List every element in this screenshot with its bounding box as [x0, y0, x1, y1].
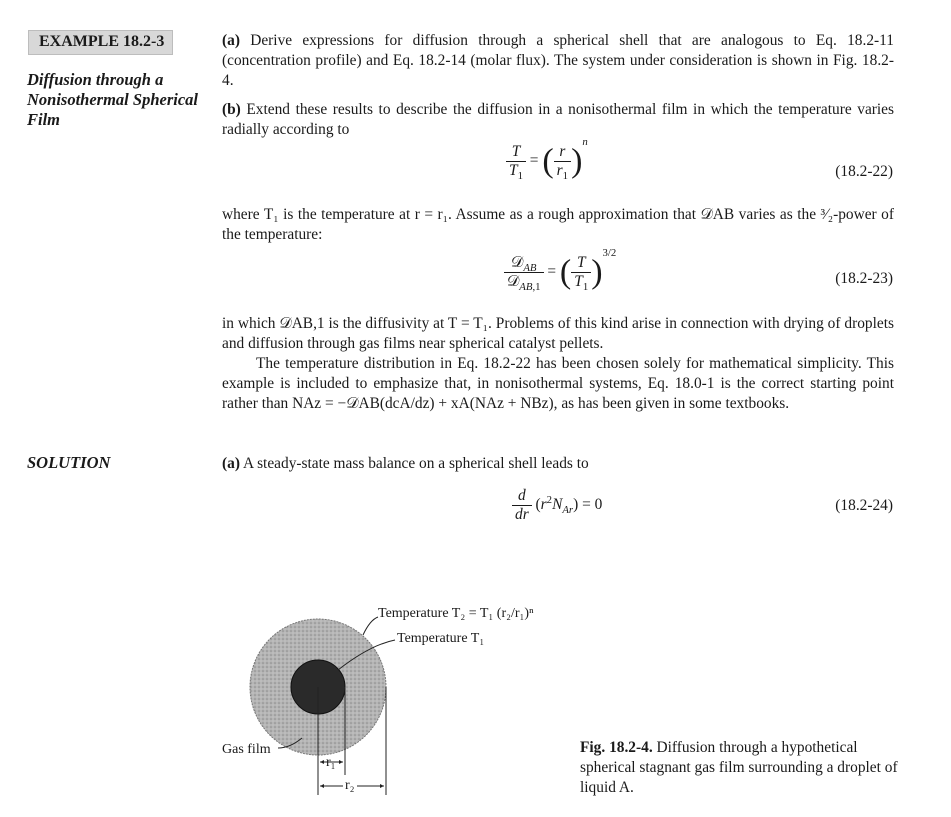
side-title: Diffusion through a Nonisothermal Spherical Film: [27, 70, 198, 129]
where-paragraph: where T₁ is the temperature at r = r₁. Assume as a rough approximation that 𝒟AB varies as the ³⁄₂-power of the temperature:: [222, 206, 894, 243]
part-b-paragraph: (b) Extend these results to describe the diffusion in a nonisothermal film in which the temperature varies radially according to: [222, 101, 894, 138]
gas-film-label: Gas film: [222, 742, 271, 757]
temperature-t1-label: Temperature T₁: [397, 631, 485, 646]
solution-label: SOLUTION: [27, 453, 111, 472]
part-a-paragraph: (a) Derive expressions for diffusion through a spherical shell that are analogous to Eq. 18.2-11 (concentration profile) and Eq. 18.2-14 (molar flux). The system under consideration is shown in Fig. 18.2-4.: [222, 32, 894, 89]
temperature-distribution-paragraph: The temperature distribution in Eq. 18.2-22 has been chosen solely for mathematical simplicity. This example is included to emphasize that, in nonisothermal systems, Eq. 18.0-1 is the correct starting point rather than NAz = −𝒟AB(dcA/dz) + xA(NAz + NBz), as has been given in some textbooks.: [222, 355, 894, 412]
equation-number-23: (18.2-23): [835, 270, 893, 287]
r2-label: r₂: [345, 778, 355, 793]
equation-number-22: (18.2-22): [835, 163, 893, 180]
temperature-t2-label: Temperature T₂ = T₁ (r₂/r₁)ⁿ: [378, 606, 534, 621]
equation-18-2-23: $\frac{𝒟_{AB}}{𝒟_{AB,1}}$ = ( $\frac{T}{T_1}$ )$^{3/2}$: [504, 254, 616, 291]
equation-number-24: (18.2-24): [835, 497, 893, 514]
t2-leader-line: [363, 617, 378, 635]
solution-a-paragraph: (a) A steady-state mass balance on a spherical shell leads to: [222, 455, 589, 472]
spherical-film-figure: [210, 590, 570, 810]
figure-caption: Fig. 18.2-4. Diffusion through a hypothetical spherical stagnant gas film surrounding a droplet of liquid A.: [580, 739, 898, 796]
in-which-paragraph: in which 𝒟AB,1 is the diffusivity at T = T₁. Problems of this kind arise in connection with drying of droplets and diffusion through gas films near spherical catalyst pellets.: [222, 315, 894, 352]
equation-18-2-24: $\frac{d}{dr}$ $(r^2N_{Ar}) = 0$: [512, 487, 602, 524]
r1-label: r₁: [326, 755, 336, 770]
example-label: EXAMPLE 18.2-3: [28, 30, 173, 55]
equation-18-2-22: $\frac{T}{T_1}$ = ( $\frac{r}{r_1}$ )$^n$: [506, 143, 588, 180]
